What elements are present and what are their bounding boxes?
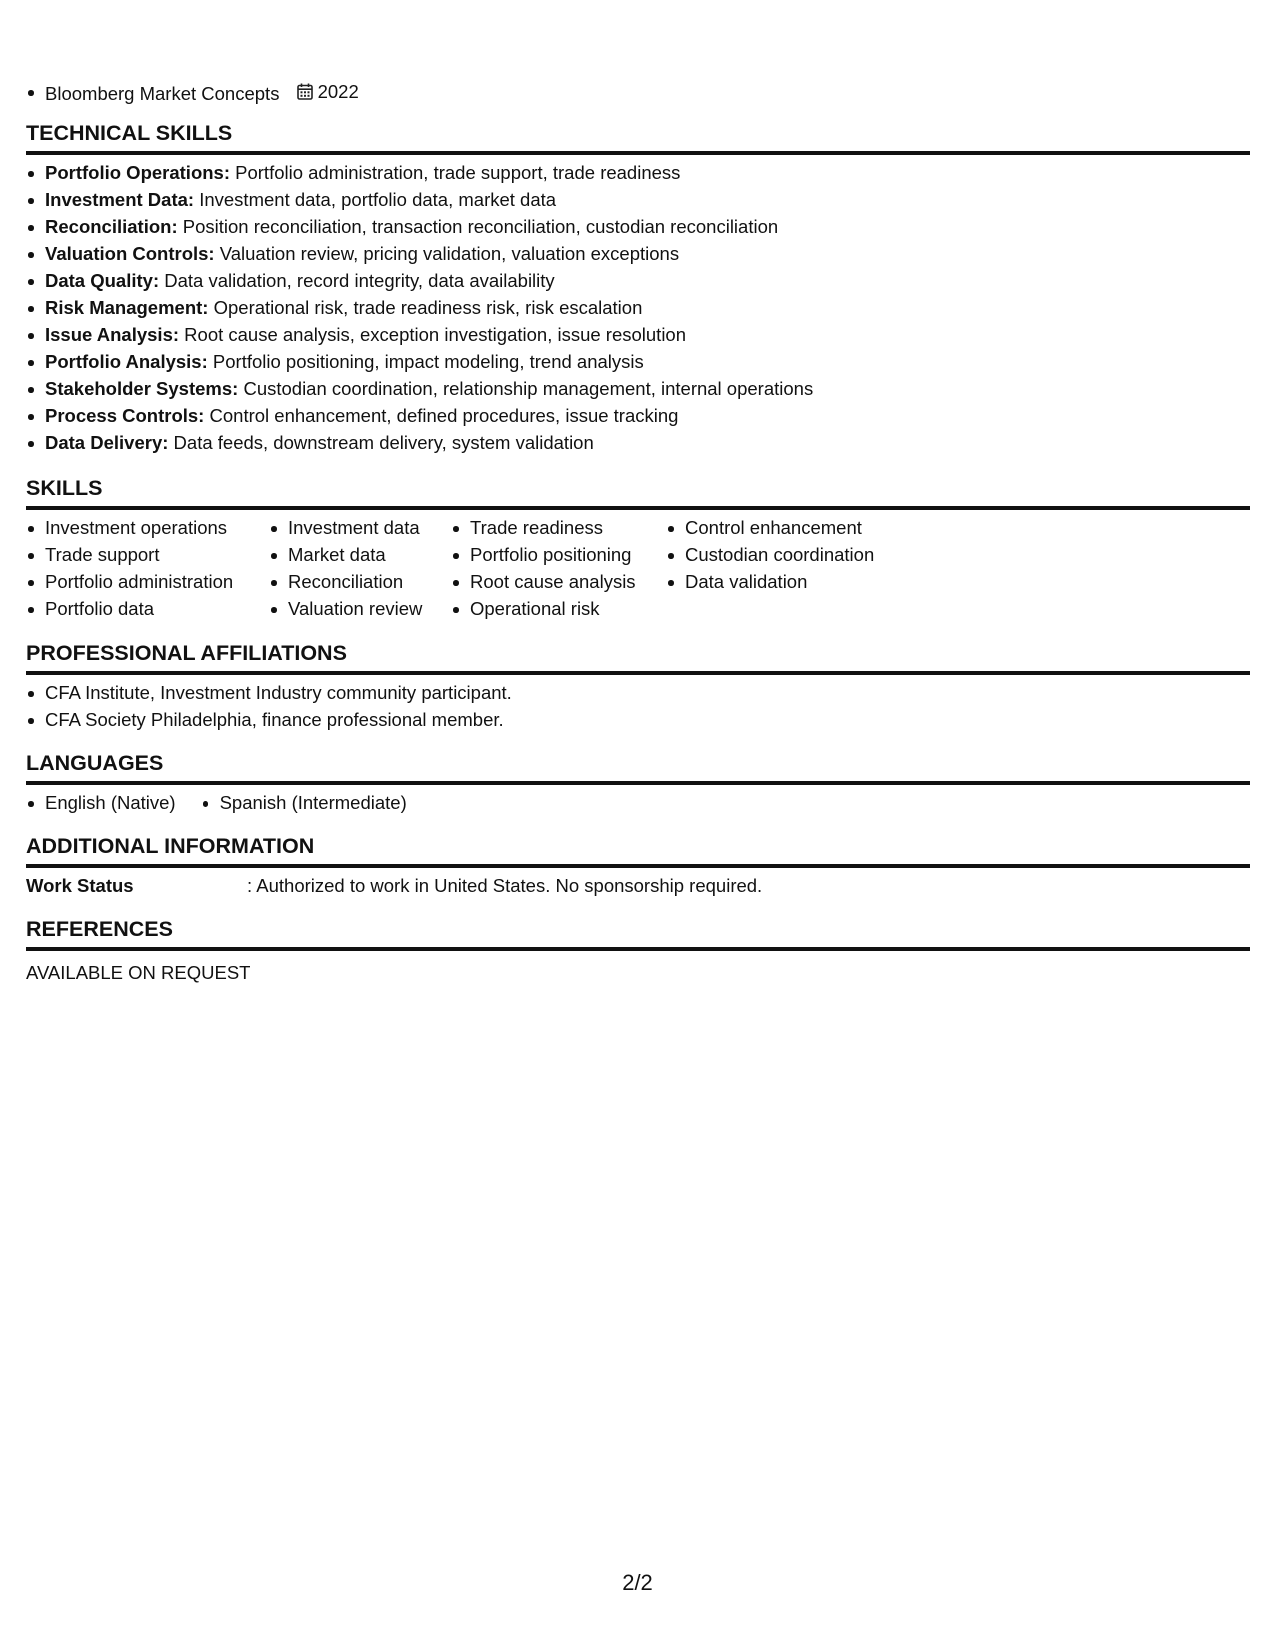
calendar-icon bbox=[297, 83, 313, 100]
section-title: LANGUAGES bbox=[26, 749, 1250, 785]
skill-item: Trade readiness bbox=[451, 514, 666, 541]
skill-item: Trade support bbox=[26, 541, 269, 568]
skills-columns bbox=[26, 514, 1250, 622]
skill-item: Data validation bbox=[666, 568, 906, 595]
skill-item: Investment data bbox=[269, 514, 451, 541]
work-status-row bbox=[26, 872, 1250, 899]
skill-category-label: Investment Data: bbox=[45, 189, 195, 210]
skill-category-text: Position reconciliation, transaction reconciliation, custodian reconciliation bbox=[182, 216, 779, 237]
skill-item: Portfolio data bbox=[26, 595, 269, 622]
technical-skills-section bbox=[26, 119, 1250, 456]
technical-skill-item bbox=[26, 402, 1250, 429]
section-title: PROFESSIONAL AFFILIATIONS bbox=[26, 639, 1250, 675]
section-title: SKILLS bbox=[26, 474, 1250, 510]
certification-year: 2022 bbox=[317, 81, 359, 102]
technical-skill-item bbox=[26, 348, 1250, 375]
section-title: TECHNICAL SKILLS bbox=[26, 119, 1250, 155]
skill-category-text: Custodian coordination, relationship management, internal operations bbox=[243, 378, 814, 399]
skill-category-label: Stakeholder Systems: bbox=[45, 378, 239, 399]
skill-category-label: Data Quality: bbox=[45, 270, 160, 291]
skills-column bbox=[269, 514, 451, 622]
skills-section bbox=[26, 474, 1250, 622]
work-status-value: : Authorized to work in United States. No sponsorship required. bbox=[247, 875, 763, 896]
skill-category-label: Issue Analysis: bbox=[45, 324, 180, 345]
certification-date bbox=[297, 78, 359, 105]
skills-column bbox=[451, 514, 666, 622]
technical-skill-item bbox=[26, 213, 1250, 240]
skill-item: Investment operations bbox=[26, 514, 269, 541]
skill-item: Operational risk bbox=[451, 595, 666, 622]
skill-item: Portfolio positioning bbox=[451, 541, 666, 568]
skill-category-text: Investment data, portfolio data, market data bbox=[199, 189, 557, 210]
technical-skill-item bbox=[26, 321, 1250, 348]
references-text: AVAILABLE ON REQUEST bbox=[26, 962, 251, 983]
skill-category-text: Data feeds, downstream delivery, system validation bbox=[173, 432, 594, 453]
additional-info-section bbox=[26, 832, 1250, 899]
language-item: Spanish (Intermediate) bbox=[201, 789, 407, 816]
technical-skill-item bbox=[26, 429, 1250, 456]
technical-skill-item bbox=[26, 240, 1250, 267]
skill-item: Reconciliation bbox=[269, 568, 451, 595]
skill-category-label: Portfolio Analysis: bbox=[45, 351, 208, 372]
technical-skill-item bbox=[26, 186, 1250, 213]
skill-category-text: Valuation review, pricing validation, valuation exceptions bbox=[219, 243, 680, 264]
technical-skill-item bbox=[26, 267, 1250, 294]
skill-category-text: Data validation, record integrity, data availability bbox=[164, 270, 555, 291]
skill-category-text: Portfolio administration, trade support, trade readiness bbox=[235, 162, 681, 183]
skill-category-label: Reconciliation: bbox=[45, 216, 178, 237]
language-item: English (Native) bbox=[26, 789, 176, 816]
section-title: ADDITIONAL INFORMATION bbox=[26, 832, 1250, 868]
skill-category-label: Risk Management: bbox=[45, 297, 209, 318]
skill-category-label: Valuation Controls: bbox=[45, 243, 215, 264]
section-title: REFERENCES bbox=[26, 915, 1250, 951]
skill-category-text: Operational risk, trade readiness risk, risk escalation bbox=[213, 297, 643, 318]
skill-category-label: Data Delivery: bbox=[45, 432, 169, 453]
certification-item bbox=[26, 78, 359, 107]
skill-item: Portfolio administration bbox=[26, 568, 269, 595]
certification-list bbox=[26, 78, 359, 107]
skill-item: Control enhancement bbox=[666, 514, 906, 541]
languages-list bbox=[26, 789, 1250, 816]
technical-skill-item bbox=[26, 159, 1250, 186]
technical-skill-item bbox=[26, 375, 1250, 402]
skills-column bbox=[666, 514, 906, 622]
skill-category-label: Portfolio Operations: bbox=[45, 162, 230, 183]
affiliations-list bbox=[26, 679, 1250, 733]
skill-item: Valuation review bbox=[269, 595, 451, 622]
affiliation-item: CFA Institute, Investment Industry community participant. bbox=[26, 679, 1250, 706]
skill-item: Custodian coordination bbox=[666, 541, 906, 568]
languages-section bbox=[26, 749, 1250, 816]
references-section bbox=[26, 915, 1250, 986]
skill-category-label: Process Controls: bbox=[45, 405, 205, 426]
skill-item: Market data bbox=[269, 541, 451, 568]
affiliation-item: CFA Society Philadelphia, finance professional member. bbox=[26, 706, 1250, 733]
work-status-label: Work Status bbox=[26, 875, 134, 896]
certification-name: Bloomberg Market Concepts bbox=[45, 83, 280, 104]
technical-skill-item bbox=[26, 294, 1250, 321]
skills-column bbox=[26, 514, 269, 622]
skill-category-text: Control enhancement, defined procedures, issue tracking bbox=[209, 405, 679, 426]
page-number: 2/2 bbox=[622, 1570, 653, 1595]
skill-category-text: Root cause analysis, exception investigation, issue resolution bbox=[184, 324, 687, 345]
skill-category-text: Portfolio positioning, impact modeling, trend analysis bbox=[212, 351, 644, 372]
affiliations-section bbox=[26, 639, 1250, 733]
skill-item: Root cause analysis bbox=[451, 568, 666, 595]
technical-skills-list bbox=[26, 159, 1250, 456]
